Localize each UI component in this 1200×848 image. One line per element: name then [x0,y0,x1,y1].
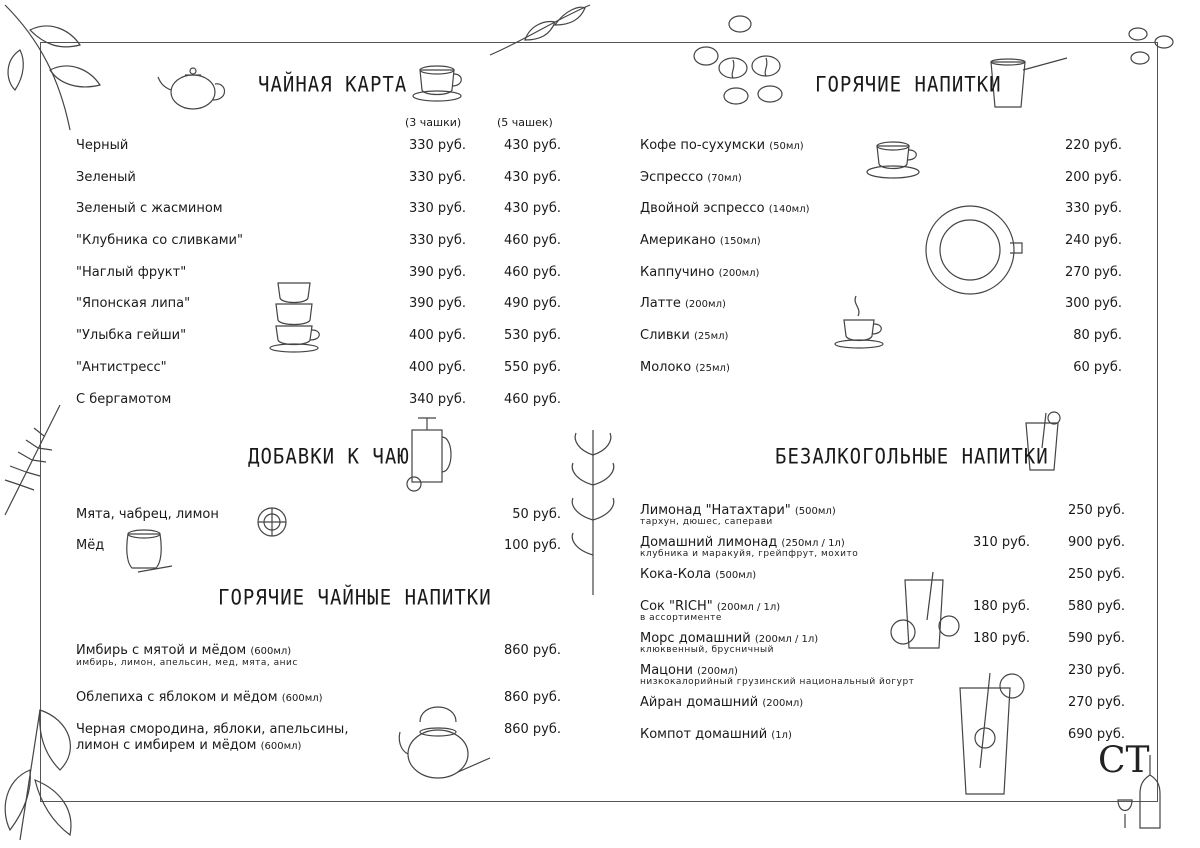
list-item [640,727,1125,755]
coffee-beans-icon [1120,20,1180,70]
item-name: "Клубника со сливками" [76,233,243,248]
logo: СТ [1098,740,1150,781]
price-small: 180 руб. [972,631,1030,646]
price: 220 руб. [1064,138,1122,153]
leaf-branch-icon [0,0,120,140]
price: 240 руб. [1064,233,1122,248]
item-name: Зеленый [76,170,136,185]
list-item [640,695,1125,723]
item-volume: (250мл / 1л) [781,538,845,549]
item-name: Каппучино [640,265,715,280]
hot-tea-drinks-title: ГОРЯЧИЕ ЧАЙНЫЕ НАПИТКИ [218,585,492,611]
item-name: Лимонад "Натахтари" [640,503,791,518]
item-name: Мацони [640,663,693,678]
item-description: клюквенный, брусничный [640,645,774,655]
item-name: Домашний лимонад [640,535,778,550]
price-large: 230 руб. [1067,663,1125,678]
price-3-cups: 330 руб. [408,233,466,248]
item-volume: (200мл / 1л) [716,602,781,613]
price-5-cups: 460 руб. [503,265,561,280]
price: 60 руб. [1073,360,1122,375]
list-item [640,567,1125,595]
price-5-cups: 530 руб. [503,328,561,343]
item-description: в ассортименте [640,613,722,623]
price-5-cups: 460 руб. [503,392,561,407]
additives-title: ДОБАВКИ К ЧАЮ [248,444,410,470]
item-volume: (150мл) [719,236,761,247]
item-volume: (200мл / 1л) [754,634,819,645]
price-3-cups: 390 руб. [408,296,466,311]
leaf-branch-icon [485,0,595,60]
coffee-beans-icon [688,8,798,108]
item-name: Морс домашний [640,631,751,646]
item-volume: (50мл) [769,141,804,152]
item-name: Молоко [640,360,692,375]
item-name: Двойной эспрессо [640,201,765,216]
tea-card-title: ЧАЙНАЯ КАРТА [258,72,408,98]
price: 330 руб. [1064,201,1122,216]
price-large: 580 руб. [1067,599,1125,614]
item-name: Кока-Кола [640,567,712,582]
item-name: Эспрессо [640,170,704,185]
price-5-cups: 550 руб. [503,360,561,375]
list-item [640,503,1125,531]
teapot-icon [155,62,235,112]
list-item [640,535,1125,563]
item-volume: (140мл) [768,204,810,215]
price-large: 270 руб. [1067,695,1125,710]
price-3-cups: 400 руб. [408,328,466,343]
price: 200 руб. [1064,170,1122,185]
price-5-cups: 430 руб. [503,170,561,185]
price-5-cups: 430 руб. [503,138,561,153]
soft-drinks-title: БЕЗАЛКОГОЛЬНЫЕ НАПИТКИ [775,444,1049,470]
price-large: 900 руб. [1067,535,1125,550]
item-name: Сок "RICH" [640,599,713,614]
price-large: 250 руб. [1067,567,1125,582]
item-name: Компот домашний [640,727,768,742]
price-5-cups: 490 руб. [503,296,561,311]
list-item: Имбирь с мятой и мёдом (600мл) имбирь, лимон, апельсин, мед, мята, анис 860 руб. [76,643,561,668]
list-item: Черная смородина, яблоки, апельсины, лимон с имбирем и мёдом (600мл) 860 руб. [76,722,561,753]
item-name: Американо [640,233,716,248]
price-3-cups: 330 руб. [408,170,466,185]
item-volume: (200мл) [685,299,726,310]
price-5-cups: 460 руб. [503,233,561,248]
item-volume: (1л) [771,730,792,741]
cappuccino-icon [918,198,1028,308]
item-name: С бергамотом [76,392,172,407]
item-volume: (25мл) [693,331,729,342]
coffee-cup-icon [865,138,927,183]
price: 300 руб. [1064,296,1122,311]
teacup-icon [410,62,470,104]
price-large: 590 руб. [1067,631,1125,646]
item-name: Черный [76,138,129,153]
price-5-cups: 430 руб. [503,201,561,216]
item-name: "Наглый фрукт" [76,265,187,280]
teacup-stack-icon [268,278,330,353]
list-item [640,631,1125,659]
price-small: 180 руб. [972,599,1030,614]
rosemary-branch-icon [0,400,65,520]
item-volume: (70мл) [707,173,742,184]
lemon-icon [248,500,298,540]
price-3-cups: 330 руб. [408,138,466,153]
herb-branch-icon [548,425,638,600]
col-header-3-cups: (3 чашки) [405,116,462,129]
col-header-5-cups: (5 чашек) [497,116,553,129]
honey-jar-icon [118,526,176,576]
item-name: "Антистресс" [76,360,167,375]
price-3-cups: 340 руб. [408,392,466,407]
item-volume: (200мл) [718,268,760,279]
item-description: тархун, дюшес, саперави [640,517,773,527]
item-name: Айран домашний [640,695,759,710]
item-description: клубника и маракуйя, грейпфрут, мохито [640,549,859,559]
price-small: 310 руб. [972,535,1030,550]
price-3-cups: 330 руб. [408,201,466,216]
item-volume: (500мл) [794,506,836,517]
price-large: 690 руб. [1067,727,1125,742]
tea-press-icon [402,412,462,492]
item-name: "Японская липа" [76,296,191,311]
price-3-cups: 390 руб. [408,265,466,280]
item-name: Зеленый с жасмином [76,201,223,216]
list-item [640,663,1125,691]
hot-drinks-title: ГОРЯЧИЕ НАПИТКИ [815,72,1002,98]
item-name: Кофе по-сухумски [640,138,766,153]
item-volume: (200мл) [762,698,804,709]
price-3-cups: 400 руб. [408,360,466,375]
price: 80 руб. [1073,328,1122,343]
price-large: 250 руб. [1067,503,1125,518]
item-name: "Улыбка гейши" [76,328,187,343]
item-name: Латте [640,296,681,311]
coffee-cup-icon [832,292,890,352]
list-item [640,599,1125,627]
item-volume: (500мл) [715,570,757,581]
item-volume: (25мл) [695,363,730,374]
price: 270 руб. [1064,265,1122,280]
item-name: Сливки [640,328,690,343]
item-description: низкокалорийный грузинский национальный йогурт [640,677,915,687]
item-volume: (200мл) [697,666,738,677]
